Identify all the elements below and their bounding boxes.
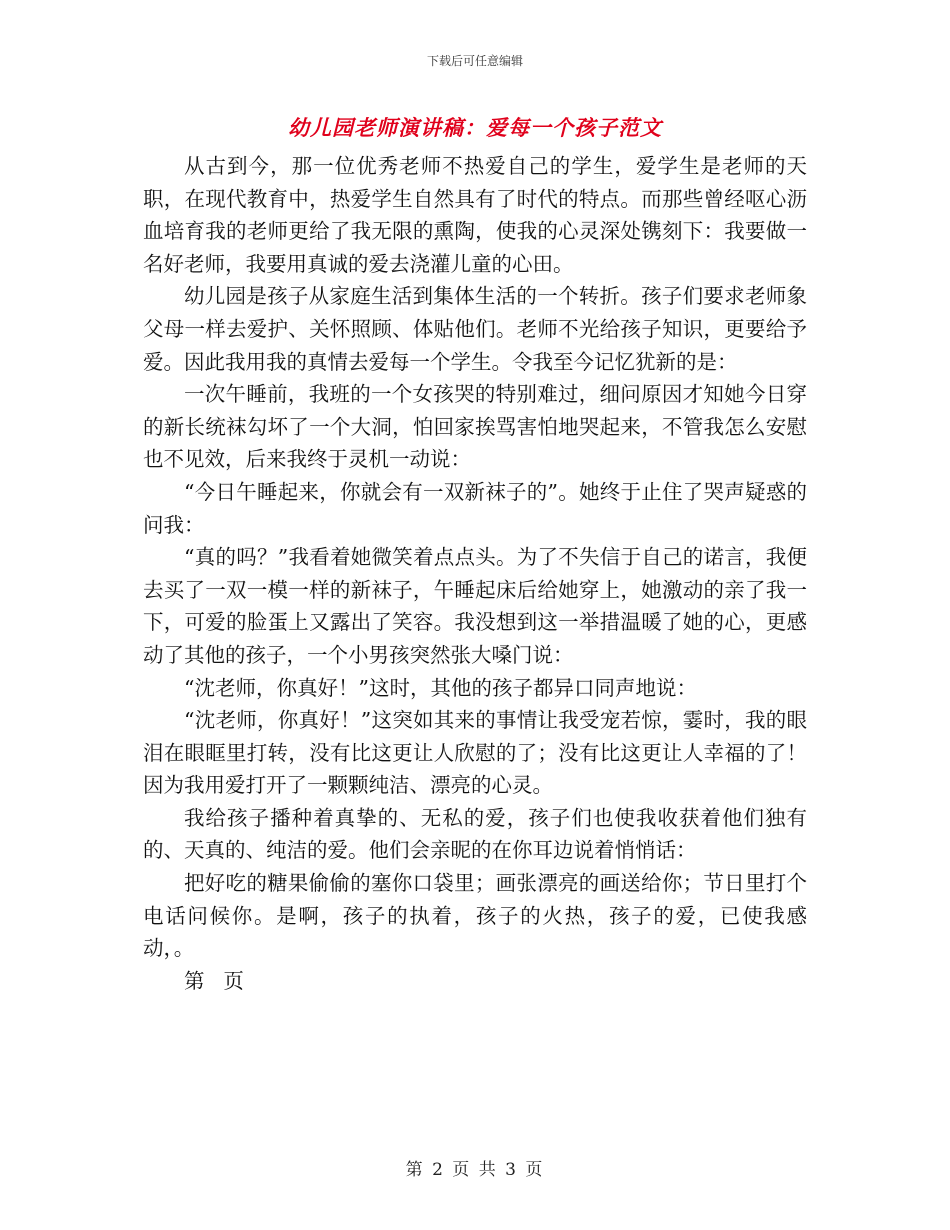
paragraph: “真的吗？”我看着她微笑着点点头。为了不失信于自己的诺言，我便去买了一双一模一样的新袜子，午睡起床后给她穿上，她激动的亲了我一下，可爱的脸蛋上又露出了笑容。我没想到这一举措温暖了她的心，更感动了其他的孩子，一个小男孩突然张大嗓门说：: [143, 545, 807, 667]
paragraph: 一次午睡前，我班的一个女孩哭的特别难过，细问原因才知她今日穿的新长统袜勾坏了一个大洞，怕回家挨骂害怕地哭起来，不管我怎么安慰也不见效，后来我终于灵机一动说：: [143, 382, 807, 472]
paragraph: “沈老师，你真好！”这时，其他的孩子都异口同声地说：: [184, 675, 697, 700]
paragraph: 幼儿园是孩子从家庭生活到集体生活的一个转折。孩子们要求老师象父母一样去爱护、关怀照顾、体贴他们。老师不光给孩子知识，更要给予爱。因此我用我的真情去爱每一个学生。令我至今记忆犹新的是：: [143, 284, 807, 374]
paragraph: “沈老师，你真好！”这突如其来的事情让我受宠若惊，霎时，我的眼泪在眼眶里打转，没有比这更让人欣慰的了；没有比这更让人幸福的了！因为我用爱打开了一颗颗纯洁、漂亮的心灵。: [143, 708, 807, 798]
document-body: [143, 150, 807, 997]
document-title: 幼儿园老师演讲稿：爱每一个孩子范文: [288, 116, 662, 140]
paragraph: 从古到今，那一位优秀老师不热爱自己的学生，爱学生是老师的天职，在现代教育中，热爱学生自然具有了时代的特点。而那些曾经呕心沥血培育我的老师更给了我无限的熏陶，使我的心灵深处镌刻下：我要做一名好老师，我要用真诚的爱去浇灌儿童的心田。: [143, 154, 807, 276]
page-footer: 第 2 页 共 3 页: [405, 1160, 545, 1180]
paragraph: 把好吃的糖果偷偷的塞你口袋里；画张漂亮的画送给你；节日里打个电话问候你。是啊，孩子的执着，孩子的火热，孩子的爱，已使我感动，。: [143, 871, 807, 961]
page-mark: 第 页: [184, 968, 244, 993]
paragraph: “今日午睡起来，你就会有一双新袜子的”。她终于止住了哭声疑惑的问我：: [143, 479, 807, 537]
paragraph: 我给孩子播种着真挚的、无私的爱，孩子们也使我收获着他们独有的、天真的、纯洁的爱。他们会亲昵的在你耳边说着悄悄话：: [143, 805, 807, 863]
header-note: 下载后可任意编辑: [426, 54, 523, 68]
